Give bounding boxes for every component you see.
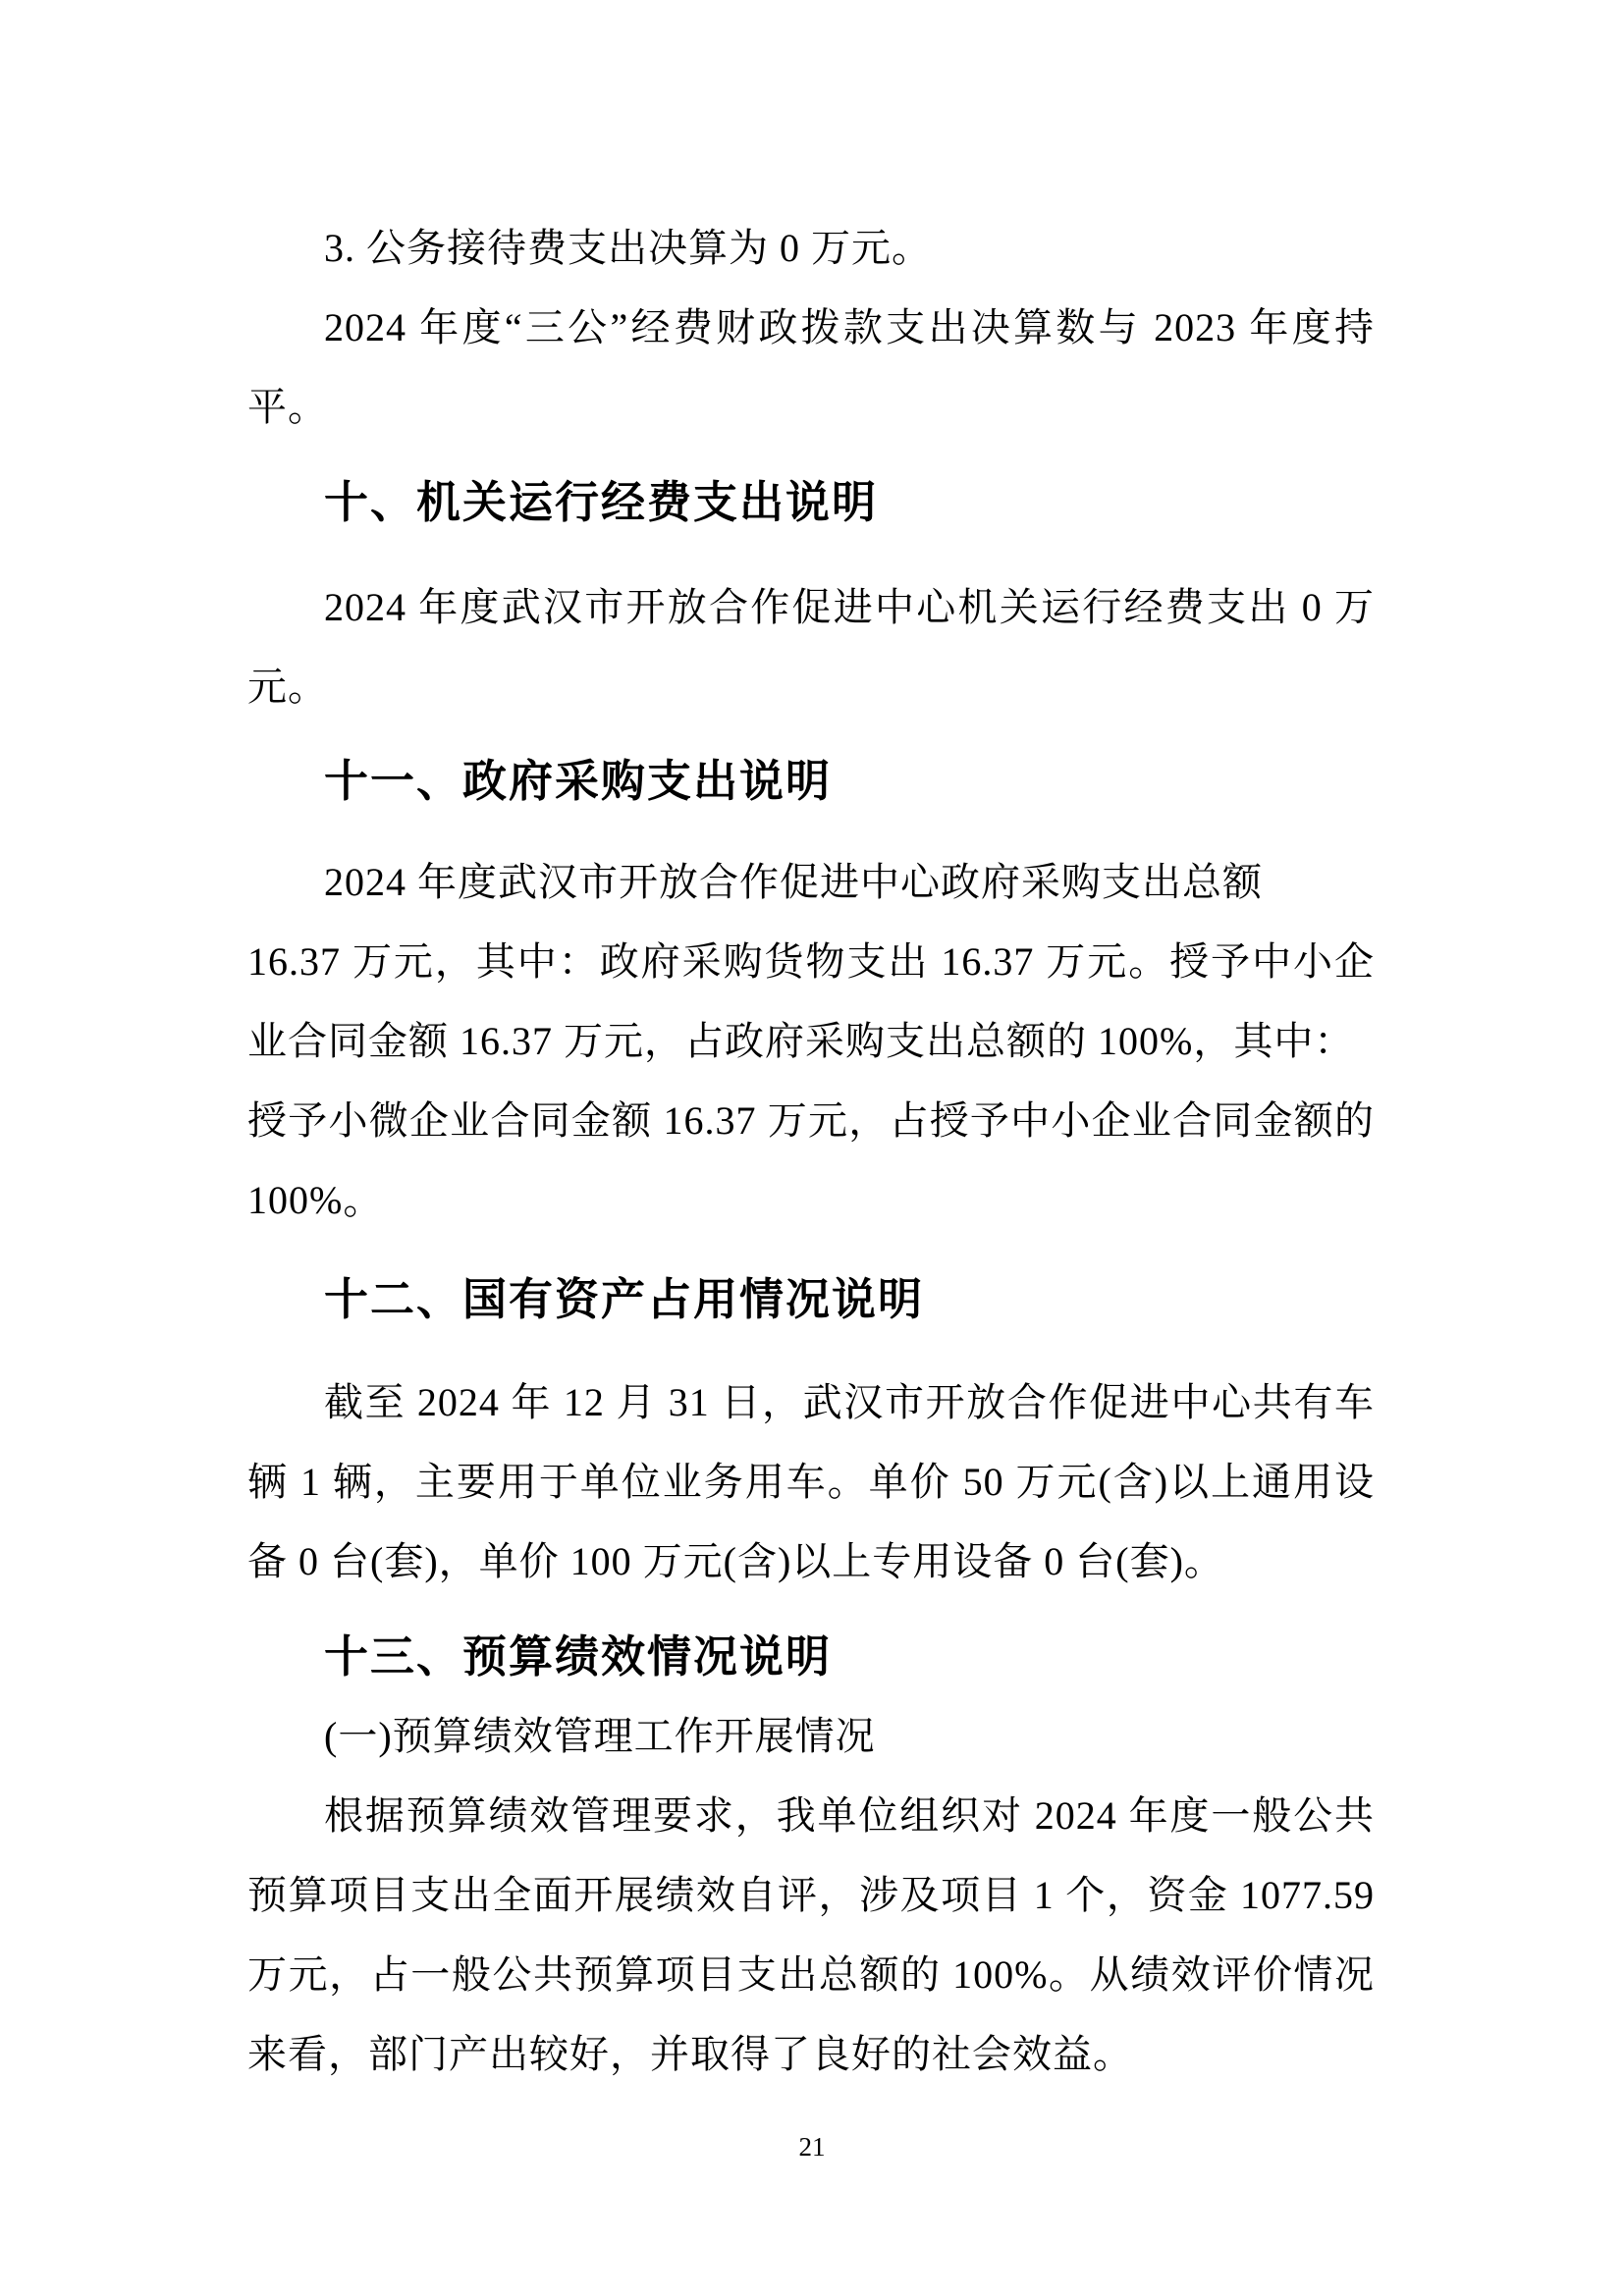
text-line: 100%。 [247,1178,384,1222]
section-heading-10-operating-expenses [247,462,1375,542]
paragraph-official-reception [247,208,1375,288]
text-line: 辆 1 辆，主要用于单位业务用车。单价 50 万元(含)以上通用设 [247,1460,1375,1504]
text-line: 授予小微企业合同金额 16.37 万元，占授予中小企业合同金额的 [247,1098,1375,1143]
document-content [247,208,1375,2094]
text-line: 3. 公务接待费支出决算为 0 万元。 [324,226,932,270]
heading-line: 十、机关运行经费支出说明 [324,477,879,527]
text-line: 截至 2024 年 12 月 31 日，武汉市开放合作促进中心共有车 [324,1380,1375,1424]
heading-line: 十二、国有资产占用情况说明 [324,1274,925,1324]
paragraph-three-public-funds [247,288,1375,447]
paragraph-performance-subheading [247,1696,1375,1776]
text-line: 平。 [247,385,328,429]
text-line: 2024 年度“三公”经费财政拨款支出决算数与 2023 年度持 [324,305,1375,349]
text-line: 2024 年度武汉市开放合作促进中心机关运行经费支出 0 万 [324,585,1375,629]
section-heading-12-state-owned-assets [247,1259,1375,1339]
text-line: 元。 [247,665,328,709]
text-line: (一)预算绩效管理工作开展情况 [324,1714,876,1758]
text-line: 业合同金额 16.37 万元，占政府采购支出总额的 100%，其中： [247,1019,1355,1063]
paragraph-government-procurement [247,842,1375,1240]
text-line: 万元，占一般公共预算项目支出总额的 100%。从绩效评价情况 [247,1952,1375,1997]
section-heading-11-government-procurement [247,741,1375,821]
section-heading-13-budget-performance [247,1617,1375,1696]
text-line: 备 0 台(套)，单价 100 万元(含)以上专用设备 0 台(套)。 [247,1539,1224,1583]
heading-line: 十三、预算绩效情况说明 [324,1631,833,1682]
heading-line: 十一、政府采购支出说明 [324,756,833,806]
text-line: 2024 年度武汉市开放合作促进中心政府采购支出总额 [324,860,1263,904]
text-line: 16.37 万元，其中：政府采购货物支出 16.37 万元。授予中小企 [247,939,1375,984]
paragraph-performance-self-evaluation [247,1776,1375,2094]
text-line: 根据预算绩效管理要求，我单位组织对 2024 年度一般公共 [324,1793,1375,1838]
text-line: 预算项目支出全面开展绩效自评，涉及项目 1 个，资金 1077.59 [247,1873,1375,1917]
page-number: 21 [798,2132,826,2162]
paragraph-operating-expenses [247,567,1375,726]
text-line: 来看，部门产出较好，并取得了良好的社会效益。 [247,2032,1133,2076]
paragraph-state-owned-assets [247,1362,1375,1601]
